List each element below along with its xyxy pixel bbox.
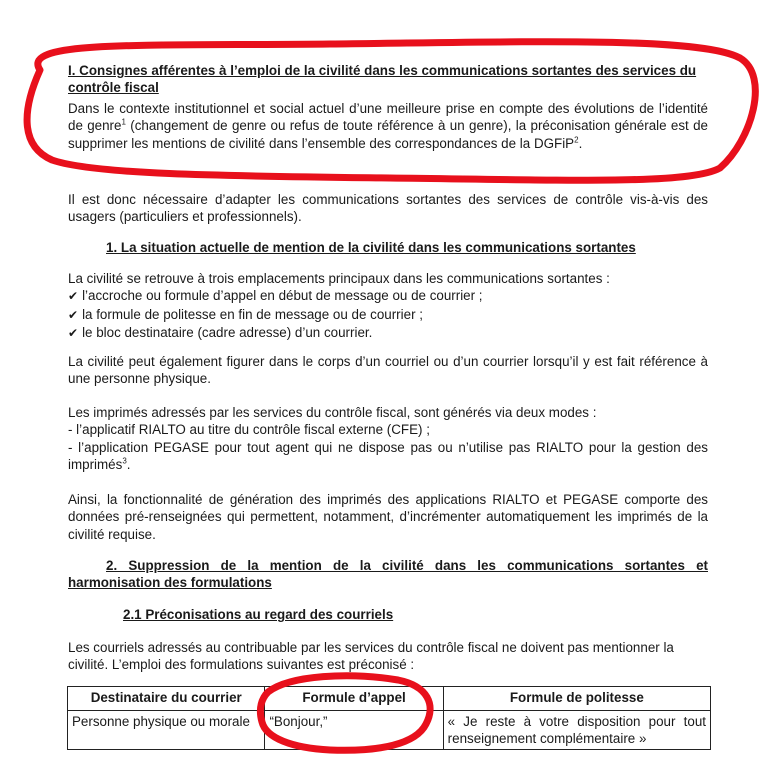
- subsection-2-heading-text: 2. Suppression de la mention de la civilité dans les communications sortantes et harmonisation des formulations: [68, 558, 708, 591]
- formulations-table: [67, 686, 711, 750]
- table-row: [68, 711, 711, 750]
- footnote-ref-2: 2: [574, 135, 579, 145]
- print-modes: [68, 404, 708, 474]
- footnote-ref-1: 1: [121, 117, 126, 127]
- paragraph-text: Les courriels adressés au contribuable par les services du contrôle fiscal ne doivent pas mentionner la civilité. L’emploi des formulations suivantes est préconisé :: [68, 640, 674, 673]
- list-item-text: le bloc destinataire (cadre adresse) d’un courrier.: [82, 325, 373, 341]
- check-icon: ✔: [68, 326, 79, 341]
- paragraph-end: .: [126, 457, 131, 473]
- column-header: Formule d’appel: [265, 687, 443, 711]
- section-1-heading-text: I. Consignes afférentes à l’emploi de la civilité dans les communications sortantes des services du contrôle fiscal: [68, 63, 697, 96]
- mode-pegase-text: - l’application PEGASE pour tout agent qui ne dispose pas ou n’utilise pas RIALTO pour la gestion des imprimés: [68, 439, 708, 473]
- mode-rialto: - l’applicatif RIALTO au titre du contrôle fiscal externe (CFE) ;: [68, 422, 430, 438]
- table-cell: “Bonjour,”: [265, 711, 443, 750]
- column-header: Formule de politesse: [443, 687, 710, 711]
- paragraph-text: Dans le contexte institutionnel et social actuel d’une meilleure prise en compte des évolutions de l’identité de genre: [68, 101, 708, 134]
- subsection-2-1-heading-text: 2.1 Préconisations au regard des courriels: [123, 607, 394, 622]
- paragraph-text: (changement de genre ou refus de toute référence à un genre), la préconisation générale est de supprimer les mentions de civilité dans l’ensemble des correspondances de la DGFiP: [68, 118, 708, 151]
- modes-intro: Les imprimés adressés par les services du contrôle fiscal, sont générés via deux modes :: [68, 405, 597, 420]
- list-item: [68, 287, 708, 305]
- subsection-2-intro: [68, 639, 708, 674]
- list-item: [68, 306, 708, 324]
- mode-pegase: [68, 440, 708, 472]
- subsection-1-heading: [106, 239, 706, 256]
- civility-body-paragraph: [68, 353, 708, 388]
- function-paragraph: [68, 491, 708, 543]
- paragraph-end: .: [578, 135, 583, 151]
- list-item-text: l’accroche ou formule d’appel en début de message ou de courrier ;: [82, 288, 483, 304]
- column-header: Destinataire du courrier: [68, 687, 265, 711]
- list-item-text: la formule de politesse en fin de message ou de courrier ;: [82, 306, 423, 322]
- subsection-2-heading: [68, 557, 708, 592]
- civility-intro: La civilité se retrouve à trois emplacements principaux dans les communications sortantes :: [68, 271, 610, 286]
- paragraph-text: Il est donc nécessaire d’adapter les communications sortantes des services de contrôle vis-à-vis des usagers (particuliers et professionnels).: [68, 192, 708, 225]
- subsection-2-1-heading: [123, 606, 623, 623]
- footnote-ref-3: 3: [122, 456, 127, 466]
- section-1-paragraph-1: [68, 100, 708, 152]
- check-icon: ✔: [68, 307, 79, 322]
- section-1-heading: [68, 62, 708, 97]
- subsection-1-heading-text: 1. La situation actuelle de mention de la civilité dans les communications sortantes: [106, 240, 636, 255]
- paragraph-text: Ainsi, la fonctionnalité de génération des imprimés des applications RIALTO et PEGASE comporte des données pré-renseignées qui permettent, notamment, d’incrémenter automatiquement les imprimés de la civilité requise.: [68, 492, 708, 542]
- check-icon: ✔: [68, 289, 79, 304]
- civility-locations: [68, 270, 708, 343]
- table-header-row: [68, 687, 711, 711]
- table-cell: « Je reste à votre disposition pour tout renseignement complémentaire »: [443, 711, 710, 750]
- list-item: [68, 324, 708, 342]
- paragraph-text: La civilité peut également figurer dans le corps d’un courriel ou d’un courrier lorsqu’il y est fait référence à une personne physique.: [68, 354, 708, 387]
- section-1-paragraph-2: [68, 191, 708, 226]
- table-cell: Personne physique ou morale: [68, 711, 265, 750]
